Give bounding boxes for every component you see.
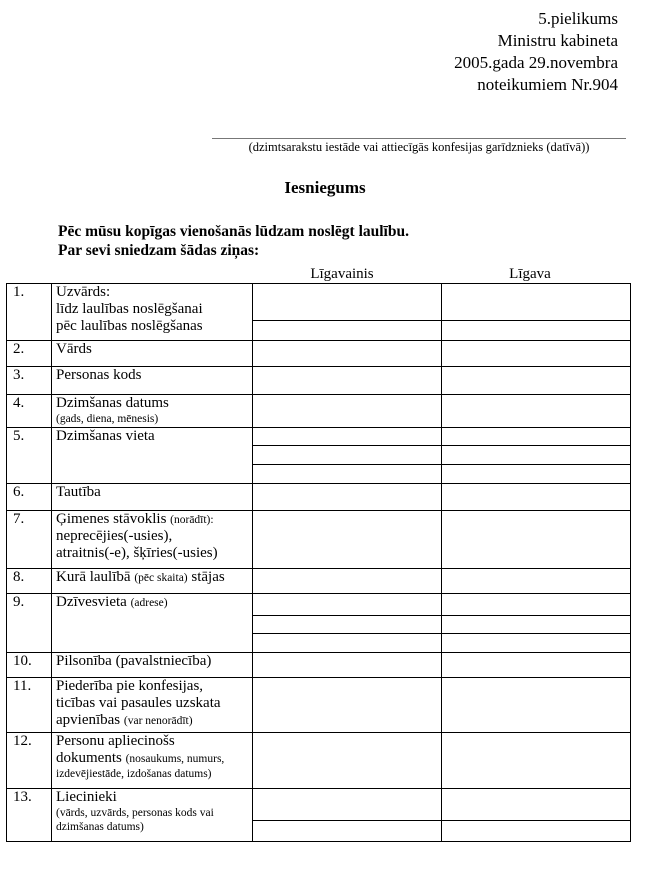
row-label-note: (var nenorādīt): [123, 715, 193, 727]
row-label-main: Dzimšanas datums: [56, 395, 169, 411]
row-label-note: (gads, diena, mēnesis): [56, 413, 159, 425]
row-label: [52, 284, 253, 341]
table-row: [7, 733, 631, 789]
groom-confession-field[interactable]: [253, 678, 442, 733]
row-number: 2.: [7, 341, 52, 367]
bride-birthplace-field[interactable]: [442, 428, 631, 446]
column-header-groom: Līgavainis: [310, 266, 374, 282]
row-label: [52, 678, 253, 733]
bride-residence-field[interactable]: [442, 634, 631, 653]
row-label-note: (vārds, uzvārds, personas kods vai: [56, 807, 214, 819]
row-number: 11.: [7, 678, 52, 733]
row-label-line: Personu apliecinošs: [56, 733, 175, 749]
row-number: 10.: [7, 653, 52, 678]
bride-name-field[interactable]: [442, 341, 631, 367]
intro-line-2: Par sevi sniedzam šādas ziņas:: [58, 242, 260, 259]
row-label-note: (pēc skaita): [134, 572, 188, 584]
table-row: [7, 484, 631, 511]
table-row: [7, 428, 631, 446]
bride-birth-date-field[interactable]: [442, 395, 631, 428]
row-label: Tautība: [52, 484, 253, 511]
row-label-note: (adrese): [130, 597, 168, 609]
groom-surname-after-field[interactable]: [253, 321, 442, 341]
annex-line-1: 5.pielikums: [538, 9, 618, 28]
bride-residence-field[interactable]: [442, 594, 631, 616]
row-label: Pilsonība (pavalstniecība): [52, 653, 253, 678]
row-label: [52, 733, 253, 789]
row-label-line: dokuments: [56, 750, 122, 766]
row-label: [52, 511, 253, 569]
groom-birthplace-field[interactable]: [253, 428, 442, 446]
groom-name-field[interactable]: [253, 341, 442, 367]
groom-id-document-field[interactable]: [253, 733, 442, 789]
bride-witness-field[interactable]: [442, 789, 631, 821]
row-label-main: Uzvārds:: [56, 284, 111, 300]
bride-citizenship-field[interactable]: [442, 653, 631, 678]
groom-witness-field[interactable]: [253, 789, 442, 821]
table-row: [7, 511, 631, 569]
intro-text: [58, 222, 409, 260]
row-label-line: neprecējies(-usies),: [56, 528, 173, 544]
row-label-line: atraitnis(-e), šķīries(-usies): [56, 545, 218, 561]
row-number: 8.: [7, 569, 52, 594]
row-label-line: Piederība pie konfesijas,: [56, 678, 204, 694]
row-number: 4.: [7, 395, 52, 428]
row-number: 5.: [7, 428, 52, 484]
row-label: [52, 395, 253, 428]
row-number: 13.: [7, 789, 52, 842]
groom-nationality-field[interactable]: [253, 484, 442, 511]
annex-line-4: noteikumiem Nr.904: [477, 75, 618, 94]
row-number: 9.: [7, 594, 52, 653]
annex-line-2: Ministru kabineta: [497, 31, 618, 50]
groom-marriage-count-field[interactable]: [253, 569, 442, 594]
page-title: Iesniegums: [284, 178, 366, 197]
bride-birthplace-field[interactable]: [442, 465, 631, 484]
bride-surname-before-field[interactable]: [442, 284, 631, 321]
row-number: 12.: [7, 733, 52, 789]
row-label: [52, 789, 253, 842]
row-number: 1.: [7, 284, 52, 341]
table-row: [7, 284, 631, 321]
table-row: [7, 395, 631, 428]
annex-line-3: 2005.gada 29.novembra: [454, 53, 618, 72]
row-label-note: (norādīt):: [170, 514, 214, 526]
row-label: Dzimšanas vieta: [52, 428, 253, 484]
bride-personal-code-field[interactable]: [442, 367, 631, 395]
bride-birthplace-field[interactable]: [442, 446, 631, 465]
recipient-line[interactable]: [212, 138, 626, 139]
groom-marital-status-field[interactable]: [253, 511, 442, 569]
table-row: [7, 653, 631, 678]
row-label-note: izdevējiestāde, izdošanas datums): [56, 768, 212, 780]
row-label-note: dzimšanas datums): [56, 821, 144, 833]
recipient-caption: (dzimtsarakstu iestāde vai attiecīgās konfesijas garīdznieks (datīvā)): [248, 140, 590, 154]
groom-birthplace-field[interactable]: [253, 465, 442, 484]
table-row: [7, 367, 631, 395]
row-label-line: ticības vai pasaules uzskata: [56, 695, 221, 711]
row-label: Vārds: [52, 341, 253, 367]
column-header-bride: Līgava: [509, 266, 551, 282]
row-label-main: Dzīvesvieta: [56, 594, 127, 610]
bride-witness-field[interactable]: [442, 821, 631, 842]
row-label-main: Kurā laulībā: [56, 569, 131, 585]
row-number: 7.: [7, 511, 52, 569]
groom-birthplace-field[interactable]: [253, 446, 442, 465]
annex-reference: [454, 8, 618, 96]
table-row: [7, 594, 631, 616]
row-label-line: apvienības: [56, 712, 121, 728]
bride-residence-field[interactable]: [442, 616, 631, 634]
intro-line-1: Pēc mūsu kopīgas vienošanās lūdzam noslēgt laulību.: [58, 223, 409, 240]
groom-witness-field[interactable]: [253, 821, 442, 842]
bride-confession-field[interactable]: [442, 678, 631, 733]
bride-marriage-count-field[interactable]: [442, 569, 631, 594]
table-row: [7, 341, 631, 367]
groom-personal-code-field[interactable]: [253, 367, 442, 395]
groom-residence-field[interactable]: [253, 616, 442, 634]
row-label-main: Liecinieki: [56, 789, 117, 805]
bride-id-document-field[interactable]: [442, 733, 631, 789]
row-label-main: stājas: [191, 569, 225, 585]
row-label: Personas kods: [52, 367, 253, 395]
groom-surname-before-field[interactable]: [253, 284, 442, 321]
bride-surname-after-field[interactable]: [442, 321, 631, 341]
table-row: [7, 789, 631, 821]
row-label-sub: līdz laulības noslēgšanai: [56, 301, 203, 317]
groom-residence-field[interactable]: [253, 634, 442, 653]
row-number: 3.: [7, 367, 52, 395]
groom-citizenship-field[interactable]: [253, 653, 442, 678]
row-label: [52, 594, 253, 653]
table-row: [7, 569, 631, 594]
groom-residence-field[interactable]: [253, 594, 442, 616]
groom-birth-date-field[interactable]: [253, 395, 442, 428]
bride-nationality-field[interactable]: [442, 484, 631, 511]
row-label-note: (nosaukums, numurs,: [125, 753, 225, 765]
application-form-table: [6, 283, 631, 842]
row-label: [52, 569, 253, 594]
table-row: [7, 678, 631, 733]
row-number: 6.: [7, 484, 52, 511]
row-label-sub: pēc laulības noslēgšanas: [56, 318, 203, 334]
row-label-main: Ģimenes stāvoklis: [56, 511, 167, 527]
bride-marital-status-field[interactable]: [442, 511, 631, 569]
